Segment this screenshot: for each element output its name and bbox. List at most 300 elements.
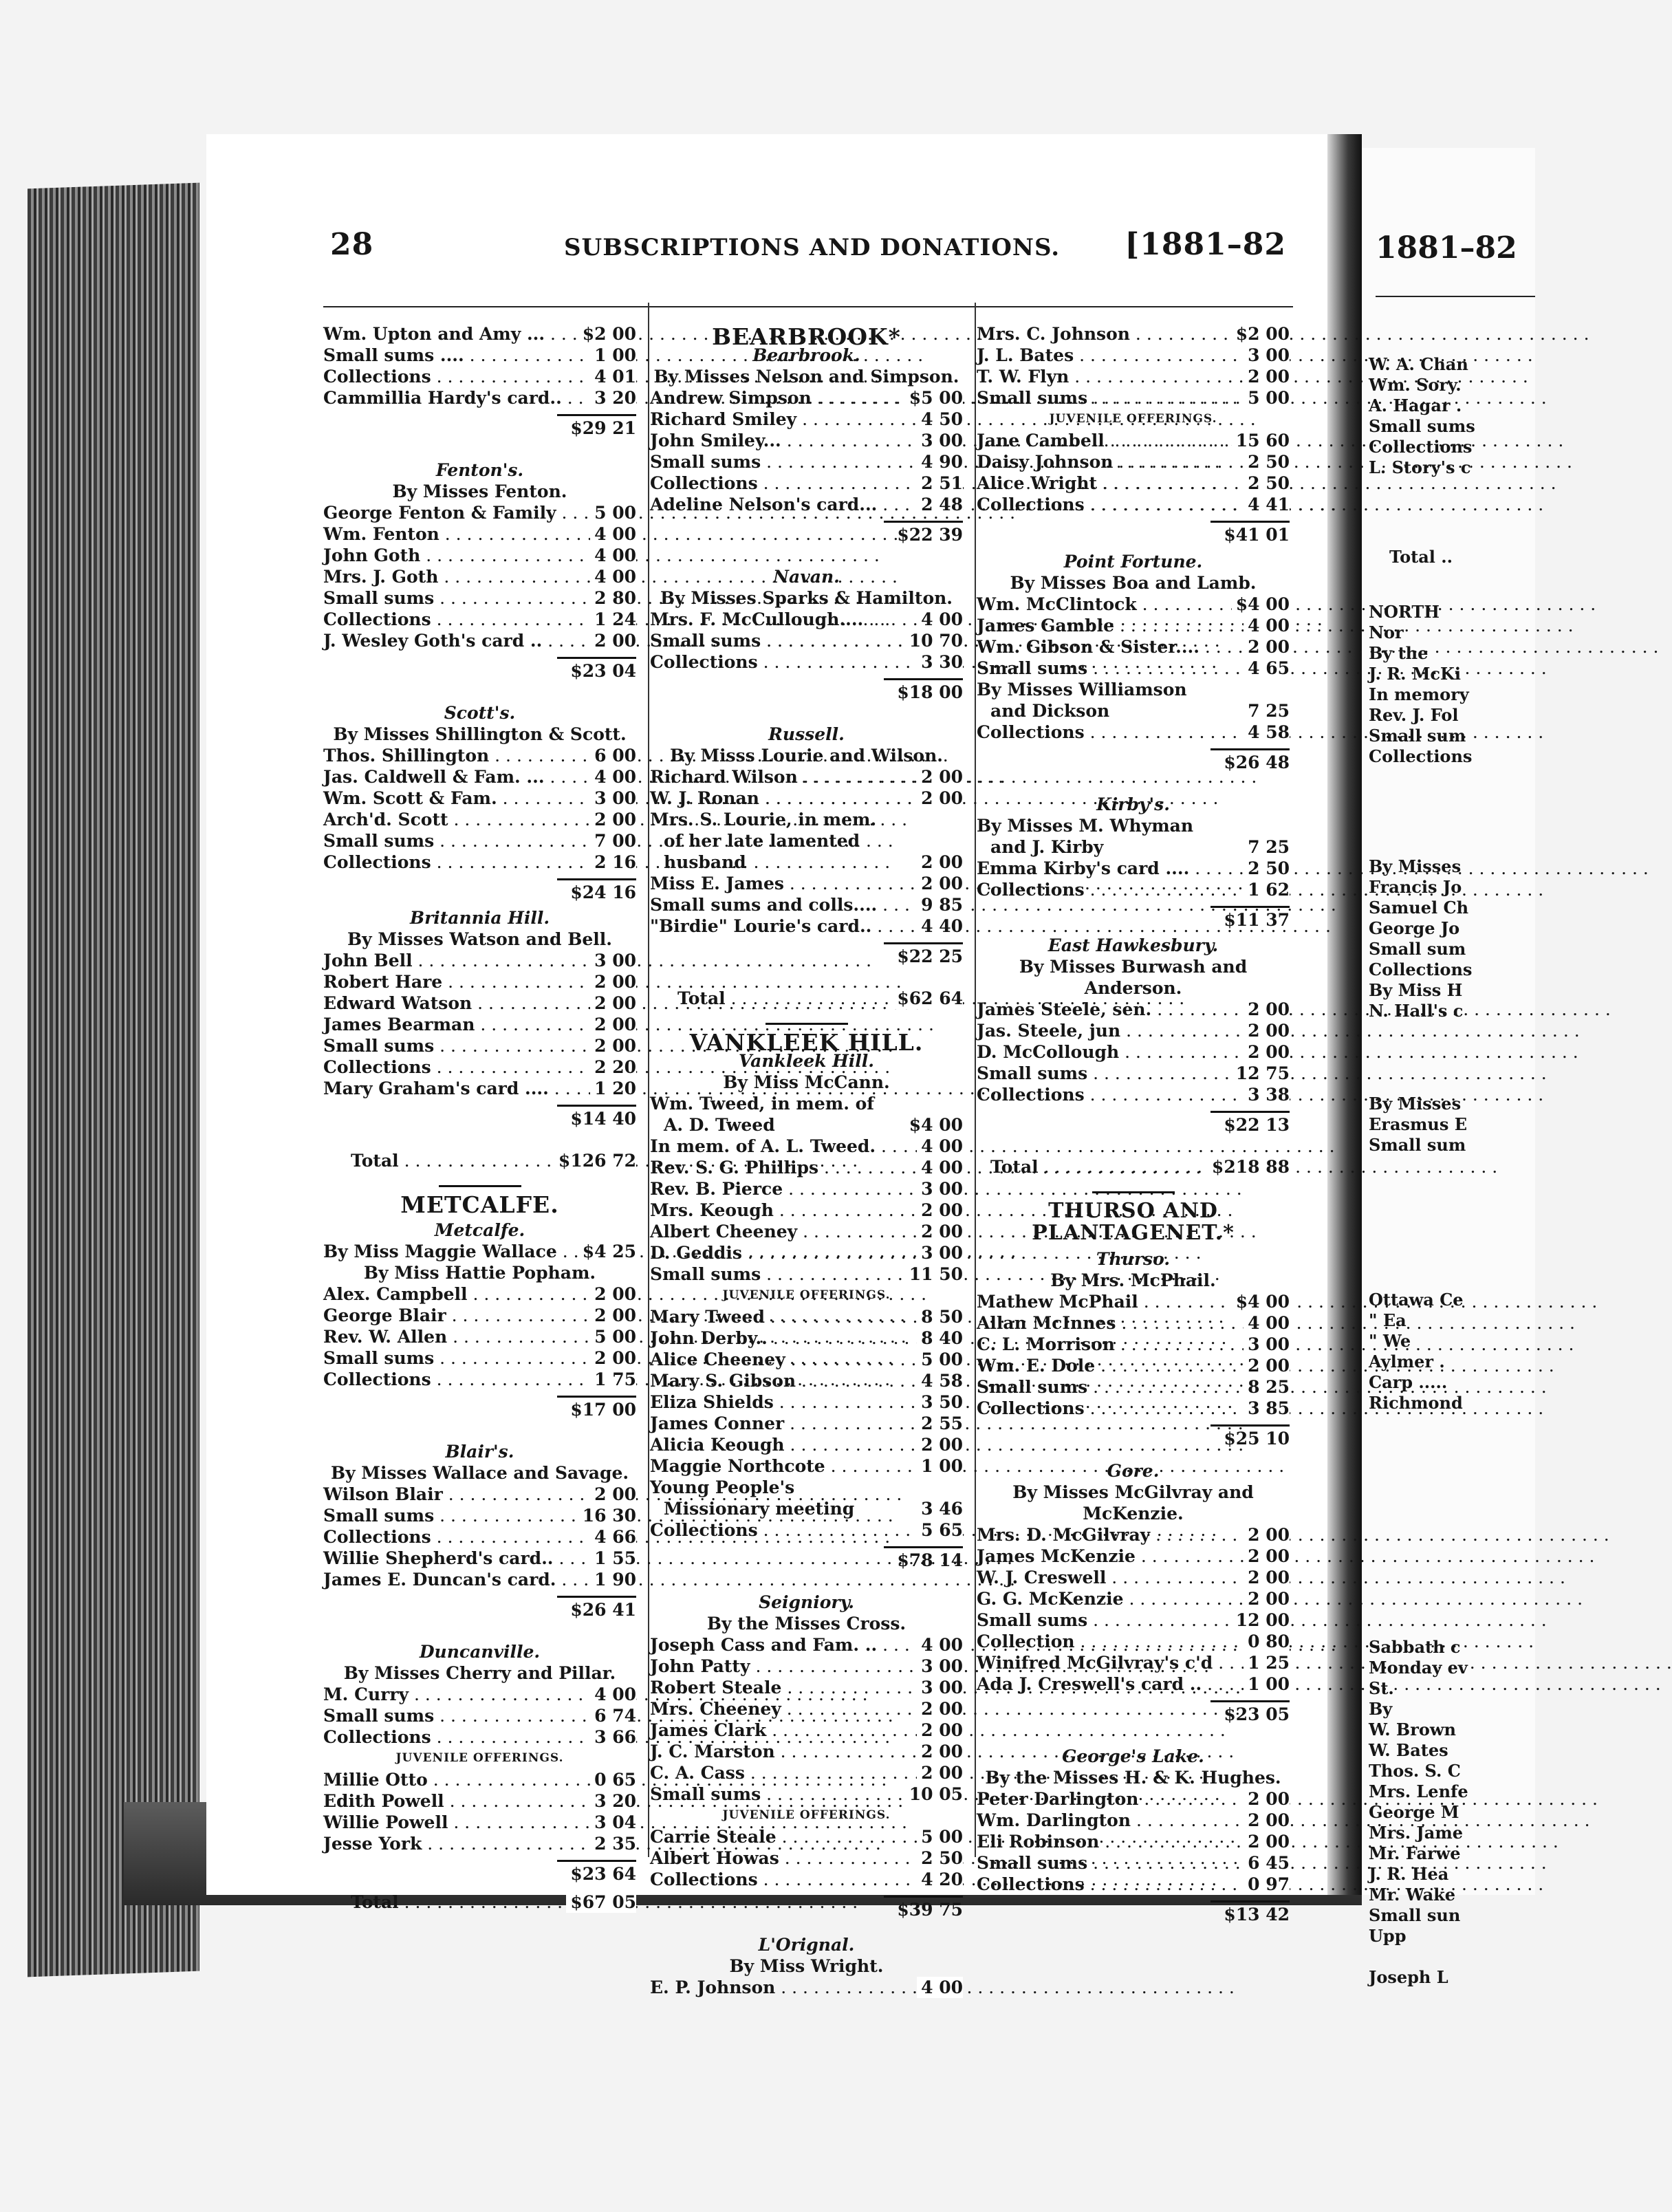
entry-row	[323, 971, 636, 993]
entry-name: Small sums . . .	[323, 1505, 636, 1526]
entry-amount: 4 00	[917, 1977, 963, 1998]
text-line: George Jo	[1369, 918, 1460, 938]
entry-amount: 3 00	[917, 1242, 963, 1264]
entry-row	[977, 815, 1290, 858]
total-label: Total . . .	[323, 1891, 636, 1913]
entry-row	[977, 494, 1290, 515]
entry-amount: 3 00	[1244, 345, 1290, 366]
entry-amount: 4 00	[917, 1136, 963, 1157]
entry-name: Collections . . .	[323, 1726, 636, 1748]
entry-name: Mrs. Keough . . .	[650, 1200, 963, 1221]
text-line: Wm. Sory.	[1369, 375, 1462, 395]
text-line: By Misses	[1369, 1094, 1462, 1114]
entry-name: Wilson Blair . . .	[323, 1484, 636, 1505]
entry-amount: 2 00	[590, 1347, 636, 1369]
entry-amount: 0 97	[1244, 1874, 1290, 1895]
entry-name: Wm. Darlington . . .	[977, 1810, 1290, 1831]
entry-amount: 0 80	[1244, 1631, 1290, 1652]
text-line: J. R. Hea	[1369, 1864, 1449, 1884]
entry-amount: 1 24	[590, 609, 636, 630]
entry-name: Arch'd. Scott . . .	[323, 809, 636, 830]
entry-row	[977, 594, 1290, 615]
entry-amount: 4 00	[590, 545, 636, 566]
entry-row	[650, 1200, 963, 1221]
entry-row	[323, 609, 636, 630]
entry-name: Eli Robinson . . .	[977, 1831, 1290, 1852]
entry-row	[977, 1291, 1290, 1312]
entry-name: Collection . . .	[977, 1631, 1290, 1652]
entry-name: Collections . . .	[977, 879, 1290, 900]
entry-amount: 2 00	[1244, 1831, 1290, 1852]
entry-row	[977, 1355, 1290, 1376]
location-heading: Seigniory.	[759, 1592, 854, 1612]
entry-row	[977, 1524, 1290, 1546]
col1-top-rows	[323, 323, 636, 409]
entry-amount: 2 50	[1244, 858, 1290, 879]
entry-name: Collections . . .	[977, 494, 1290, 515]
entry-amount: 4 66	[590, 1526, 636, 1548]
entry-row	[323, 766, 636, 788]
lorignal-rows	[650, 1977, 963, 1998]
collector-line: By Misses Cherry and Pillar.	[343, 1663, 616, 1683]
column-2	[650, 323, 963, 1998]
entry-name: Collections . . .	[650, 1869, 963, 1890]
entry-amount: 2 00	[917, 852, 963, 873]
russell-rows	[650, 766, 963, 809]
entry-name: John Smiley... . . .	[650, 430, 963, 451]
entry-row	[650, 766, 963, 788]
entry-row	[650, 1434, 963, 1455]
subtotal: $23 05	[1210, 1700, 1290, 1725]
entry-row	[977, 1852, 1290, 1874]
collector-line: By Misss Lourie and Wilson.	[670, 746, 943, 766]
entry-name: Small sums . . .	[977, 1609, 1290, 1631]
entry-row	[650, 1741, 963, 1762]
entry-name: Maggie Northcote . . .	[650, 1455, 963, 1477]
entry-name: Robert Hare . . .	[323, 971, 636, 993]
entry-amount: 10 70	[905, 630, 963, 651]
entry-amount: 2 00	[590, 630, 636, 651]
entry-name: Small sums . . .	[977, 1376, 1290, 1398]
entry-name: C. L. Morrison . . .	[977, 1334, 1290, 1355]
text-line: Monday ev	[1369, 1658, 1468, 1678]
entry-row	[650, 809, 963, 873]
entry-name: Emma Kirby's card .... . . .	[977, 858, 1290, 879]
collector-line: By Misses Fenton.	[392, 481, 567, 501]
entry-row	[977, 858, 1290, 879]
text-line: L. Story's c	[1369, 457, 1471, 477]
entry-amount: 6 74	[590, 1705, 636, 1726]
entry-name: Peter Darlington . . .	[977, 1788, 1290, 1810]
entry-row	[323, 1769, 636, 1790]
entry-row	[977, 1546, 1290, 1567]
entry-name: Wm. Gibson & Sister.... . . .	[977, 636, 1290, 658]
entry-amount: 2 50	[917, 1847, 963, 1869]
entry-amount: $4 25	[578, 1241, 636, 1262]
entry-amount: 1 55	[590, 1548, 636, 1569]
text-line: Collections	[1369, 437, 1473, 457]
entry-amount: 2 48	[917, 494, 963, 515]
navan-rows	[650, 609, 963, 673]
entry-row	[650, 788, 963, 809]
text-line: Carp .....	[1369, 1372, 1448, 1392]
entry-name: J. Wesley Goth's card .. . . .	[323, 630, 636, 651]
entry-amount: 12 75	[1232, 1063, 1290, 1084]
text-line: W. Brown	[1369, 1720, 1456, 1739]
entry-row	[650, 1221, 963, 1242]
entry-name: Collections . . .	[323, 852, 636, 873]
entry-amount: 2 80	[590, 587, 636, 609]
section-heading: METCALFE.	[400, 1191, 559, 1218]
subtotal: $18 00	[884, 678, 963, 703]
entry-amount: 3 04	[590, 1812, 636, 1833]
location-heading: Thurso.	[1096, 1249, 1171, 1269]
entry-name: Eliza Shields . . .	[650, 1391, 963, 1413]
entry-amount: 4 20	[917, 1869, 963, 1890]
entry-name: C. A. Cass . . .	[650, 1762, 963, 1783]
blairs-rows	[323, 1484, 636, 1590]
text-line: Rev. J. Fol	[1369, 705, 1459, 725]
gore-rows	[977, 1524, 1290, 1695]
entry-row	[650, 1762, 963, 1783]
location-heading: George's Lake.	[1062, 1746, 1204, 1766]
collector-line: By Misses Shillington & Scott.	[333, 724, 627, 744]
location-heading: Point Fortune.	[1063, 552, 1203, 572]
subtotal: $22 39	[884, 521, 963, 545]
entry-amount: 8 40	[917, 1327, 963, 1349]
entry-row	[323, 1241, 636, 1262]
entry-row	[323, 1369, 636, 1390]
metcalfe-rows	[323, 1283, 636, 1390]
entry-row	[650, 1783, 963, 1805]
total-row	[323, 1891, 636, 1913]
entry-amount: 3 85	[1244, 1398, 1290, 1419]
text-line: Sabbath c	[1369, 1637, 1461, 1657]
entry-name: Mrs. S. Lourie, in mem. of her late lamented husband	[650, 810, 877, 872]
entry-amount: 1 00	[590, 345, 636, 366]
entry-name: In mem. of A. L. Tweed. . . .	[650, 1136, 963, 1157]
entry-row	[650, 1677, 963, 1698]
kirbys-rows	[977, 858, 1290, 900]
entry-name: Wm. Scott & Fam. . . .	[323, 788, 636, 809]
entry-row	[977, 345, 1290, 366]
page-title: SUBSCRIPTIONS AND DONATIONS.	[564, 234, 1061, 261]
east-hawkesbury-rows	[977, 999, 1290, 1105]
entry-row	[650, 473, 963, 494]
entry-row	[323, 1833, 636, 1854]
entry-row	[650, 1519, 963, 1541]
juvenile-heading: JUVENILE OFFERINGS.	[395, 1751, 564, 1765]
subtotal: $23 04	[557, 657, 636, 682]
entry-name: Mrs. D. McGilvray . . .	[977, 1524, 1290, 1546]
entry-amount: 4 00	[590, 566, 636, 587]
collector-line: By Misses McGilvray and McKenzie.	[1012, 1482, 1254, 1524]
right-page-header: 1881–82	[1376, 230, 1517, 265]
entry-row	[323, 950, 636, 971]
text-line: Mr. Farwe	[1369, 1843, 1461, 1863]
entry-name: James Conner . . .	[650, 1413, 963, 1434]
entry-amount: 2 50	[1244, 473, 1290, 494]
entry-row	[977, 1398, 1290, 1419]
entry-amount: $4 00	[905, 1114, 963, 1136]
juvenile-heading: JUVENILE OFFERINGS.	[722, 1808, 891, 1822]
location-heading: L'Orignal.	[758, 1935, 855, 1955]
entry-amount: 2 00	[1244, 636, 1290, 658]
entry-amount: 2 00	[1244, 1041, 1290, 1063]
entry-amount: 2 00	[1244, 1567, 1290, 1588]
total-row	[650, 988, 963, 1009]
georges-lake-rows	[977, 1788, 1290, 1895]
entry-row	[650, 1370, 963, 1391]
collector-line: By the Misses H. & K. Hughes.	[985, 1768, 1281, 1788]
location-heading: Bearbrook.	[752, 345, 860, 365]
entry-name: Jas. Caldwell & Fam. ... . . .	[323, 766, 636, 788]
text-line: Aylmer .	[1369, 1352, 1445, 1371]
page-year: [1881–82	[1125, 227, 1286, 262]
subtotal: $22 25	[884, 942, 963, 967]
text-line: Small sum	[1369, 939, 1466, 959]
entry-row	[977, 999, 1290, 1020]
entry-name: J. C. Marston . . .	[650, 1741, 963, 1762]
collector-line: By Misses Nelson and Simpson.	[653, 367, 959, 387]
entry-row	[977, 1631, 1290, 1652]
entry-row	[323, 1035, 636, 1056]
subtotal: $11 37	[1210, 906, 1290, 931]
entry-name: Miss E. James . . .	[650, 873, 963, 894]
text-line: Small sums	[1369, 416, 1475, 436]
entry-row	[323, 1305, 636, 1326]
subtotal: $29 21	[557, 414, 636, 439]
text-line: Mrs. Jame	[1369, 1823, 1464, 1843]
col3-top-rows	[977, 323, 1290, 409]
text-line: Ottawa Ce	[1369, 1290, 1464, 1310]
subtotal: $25 10	[1210, 1424, 1290, 1449]
text-line: Small sun	[1369, 1905, 1461, 1925]
entry-row	[650, 409, 963, 430]
vankleek-juvenile-rows	[650, 1306, 963, 1477]
entry-name: Cammillia Hardy's card.. . . .	[323, 387, 636, 409]
entry-amount: 2 00	[590, 1035, 636, 1056]
russell-rows-2	[650, 873, 963, 937]
entry-name: Willie Powell . . .	[323, 1812, 636, 1833]
entry-amount: 3 00	[590, 950, 636, 971]
entry-name: T. W. Flyn . . .	[977, 366, 1290, 387]
entry-name: John Patty . . .	[650, 1656, 963, 1677]
right-page-total: Total ..	[1389, 547, 1453, 567]
entry-name: Edith Powell . . .	[323, 1790, 636, 1812]
entry-amount: 11 50	[905, 1264, 963, 1285]
entry-name: By Misses Williamson and Dickson	[977, 680, 1187, 721]
entry-row	[650, 451, 963, 473]
entry-name: Small sums . . .	[650, 1783, 963, 1805]
entry-amount: 2 00	[590, 1305, 636, 1326]
entry-amount: 2 00	[1244, 366, 1290, 387]
entry-name: Rev. S. G. Phillips . . .	[650, 1157, 963, 1178]
entry-amount: 2 00	[1244, 1020, 1290, 1041]
entry-name: Collections . . .	[650, 473, 963, 494]
entry-amount: 2 35	[590, 1833, 636, 1854]
entry-row	[323, 1812, 636, 1833]
entry-name: Small sums . . .	[323, 830, 636, 852]
text-line: Collections	[1369, 959, 1473, 979]
entry-row	[977, 879, 1290, 900]
scotts-rows	[323, 745, 636, 873]
total-row	[323, 1150, 636, 1171]
entry-amount: 4 50	[917, 409, 963, 430]
entry-row	[323, 809, 636, 830]
entry-amount: 5 00	[590, 1326, 636, 1347]
entry-row	[977, 1020, 1290, 1041]
entry-row	[323, 993, 636, 1014]
column-1	[323, 323, 636, 1913]
entry-name: Collections . . .	[650, 651, 963, 673]
entry-row	[650, 494, 963, 515]
entry-amount: 4 00	[917, 1634, 963, 1656]
entry-row	[323, 566, 636, 587]
total-label: Total . . .	[650, 988, 963, 1009]
entry-row	[650, 1242, 963, 1264]
text-line: Nor	[1369, 622, 1404, 642]
entry-name: Small sums . . .	[977, 387, 1290, 409]
entry-amount: 2 00	[1244, 1546, 1290, 1567]
subtotal: $17 00	[557, 1396, 636, 1420]
entry-name: Jane Cambell . . .	[977, 430, 1290, 451]
entry-amount: 2 00	[917, 788, 963, 809]
entry-name: Albert Cheeney . . .	[650, 1221, 963, 1242]
vankleek-rows	[650, 1136, 963, 1285]
entry-amount: 2 00	[917, 1200, 963, 1221]
entry-name: Mathew McPhail . . .	[977, 1291, 1290, 1312]
entry-row	[323, 1505, 636, 1526]
entry-amount: 1 75	[590, 1369, 636, 1390]
entry-row	[650, 1477, 963, 1519]
entry-name: Small sums . . .	[650, 630, 963, 651]
location-heading: Navan.	[773, 567, 840, 587]
location-heading: Vankleek Hill.	[739, 1051, 874, 1071]
total-amount: $67 05	[566, 1891, 636, 1913]
entry-amount: 8 50	[917, 1306, 963, 1327]
text-line: NORTH	[1369, 602, 1440, 622]
entry-amount: 2 20	[590, 1056, 636, 1078]
entry-amount: 3 20	[590, 387, 636, 409]
entry-row	[323, 1684, 636, 1705]
entry-name: Small sums . . .	[977, 1852, 1290, 1874]
col3-juvenile-rows	[977, 430, 1290, 515]
entry-row	[977, 1376, 1290, 1398]
subtotal: $78 14	[884, 1546, 963, 1571]
location-heading: Kirby's.	[1096, 794, 1170, 814]
bearbrook-rows	[650, 387, 963, 515]
text-line: In memory	[1369, 684, 1469, 704]
total-label: Total . . .	[323, 1150, 636, 1171]
entry-amount: 1 90	[590, 1569, 636, 1590]
entry-name: Mrs. J. Goth . . .	[323, 566, 636, 587]
entry-row	[977, 430, 1290, 451]
text-line: Upp	[1369, 1926, 1407, 1946]
entry-amount: 2 00	[590, 1484, 636, 1505]
entry-row	[323, 1569, 636, 1590]
text-line: Mrs. Lenfe	[1369, 1781, 1468, 1801]
entry-name: Alice Wright . . .	[977, 473, 1290, 494]
entry-row	[323, 1484, 636, 1505]
entry-row	[650, 1869, 963, 1890]
entry-name: Small sums . . .	[323, 587, 636, 609]
entry-row	[323, 1548, 636, 1569]
juvenile-heading: JUVENILE OFFERINGS.	[722, 1288, 891, 1302]
entry-row	[650, 1656, 963, 1677]
collector-line: By Misses Burwash and Anderson.	[1019, 957, 1248, 998]
section-rule	[439, 1185, 521, 1187]
entry-amount: 4 41	[1244, 494, 1290, 515]
entry-row	[650, 1413, 963, 1434]
entry-amount: 15 60	[1232, 430, 1290, 451]
entry-name: Alice Cheeney . . .	[650, 1349, 963, 1370]
entry-name: Mary Tweed . . .	[650, 1306, 963, 1327]
text-line: Francis Jo	[1369, 877, 1462, 897]
duncanville-juvenile-rows	[323, 1769, 636, 1854]
entry-row	[323, 387, 636, 409]
entry-amount: 3 46	[917, 1498, 963, 1519]
collector-line: By Miss Hattie Popham.	[363, 1263, 596, 1283]
subtotal: $13 42	[1210, 1900, 1290, 1925]
entry-amount: 2 00	[590, 809, 636, 830]
entry-name: Small sums . . .	[323, 1347, 636, 1369]
entry-row	[650, 651, 963, 673]
location-heading: Metcalfe.	[434, 1220, 525, 1240]
entry-name: Collections . . .	[323, 366, 636, 387]
entry-row	[650, 1264, 963, 1285]
text-line: A. Hagar .	[1369, 395, 1462, 415]
entry-row	[650, 1634, 963, 1656]
entry-row	[650, 1327, 963, 1349]
entry-name: Wm. Fenton . . .	[323, 523, 636, 545]
entry-name: Wm. Upton and Amy ... . . .	[323, 323, 636, 345]
entry-name: M. Curry . . .	[323, 1684, 636, 1705]
text-line: Joseph L	[1369, 1967, 1448, 1987]
entry-name: Ada J. Creswell's card .. . . .	[977, 1673, 1290, 1695]
location-heading: Fenton's.	[435, 460, 524, 480]
entry-amount: 4 00	[1244, 1312, 1290, 1334]
entry-name: Edward Watson . . .	[323, 993, 636, 1014]
entry-name: Collections . . .	[650, 1519, 963, 1541]
text-line	[1369, 1947, 1468, 1967]
entry-row	[977, 636, 1290, 658]
point-fortune-rows	[977, 594, 1290, 679]
entry-name: Small sums .... . . .	[323, 345, 636, 366]
subtotal: $22 13	[1210, 1111, 1290, 1136]
text-line: By Misses	[1369, 856, 1462, 876]
entry-row	[977, 1874, 1290, 1895]
total-amount: $218 88	[1208, 1156, 1290, 1178]
entry-row	[650, 430, 963, 451]
entry-row	[323, 587, 636, 609]
entry-amount: $2 00	[1232, 323, 1290, 345]
location-heading: East Hawkesbury.	[1047, 935, 1219, 955]
entry-amount: 4 65	[1244, 658, 1290, 679]
entry-name: Daisy Johnson . . .	[977, 451, 1290, 473]
entry-amount: 4 90	[917, 451, 963, 473]
entry-name: Collections . . .	[977, 1398, 1290, 1419]
entry-name: James Bearman . . .	[323, 1014, 636, 1035]
entry-row	[977, 1334, 1290, 1355]
entry-row	[977, 658, 1290, 679]
text-line: St.	[1369, 1678, 1394, 1698]
entry-amount: 12 00	[1232, 1609, 1290, 1631]
entry-amount: 5 00	[917, 1349, 963, 1370]
entry-amount: 3 00	[917, 1656, 963, 1677]
entry-name: Small sums . . .	[650, 451, 963, 473]
entry-row	[650, 1847, 963, 1869]
